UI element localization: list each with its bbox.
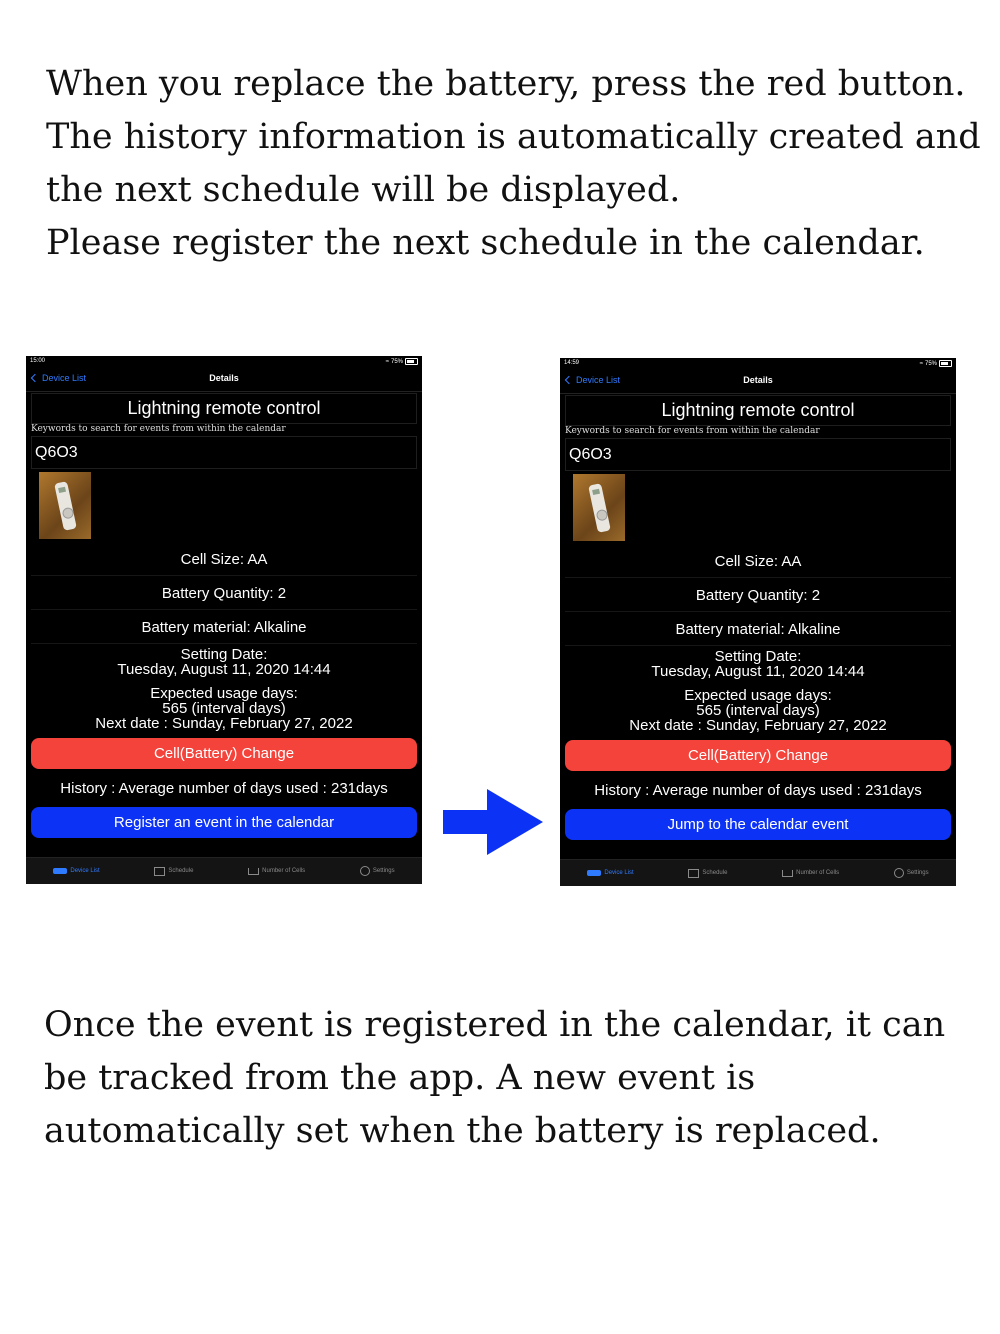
cell-size-row: Cell Size: AA (31, 552, 417, 576)
tab-label: Schedule (168, 868, 194, 874)
battery-percent: 75% (390, 358, 403, 365)
device-name-field[interactable]: Lightning remote control (31, 393, 417, 424)
status-time: 14:59 (564, 360, 580, 366)
tab-label: Number of Cells (262, 868, 306, 874)
page-title: Details (209, 373, 239, 383)
next-date: Next date : Sunday, February 27, 2022 (95, 715, 353, 732)
calendar-icon (154, 867, 165, 876)
battery-quantity-row: Battery Quantity: 2 (565, 588, 951, 612)
settings-icon (360, 866, 370, 876)
tab-schedule[interactable] (688, 869, 727, 878)
jump-calendar-button[interactable]: Jump to the calendar event (565, 809, 951, 840)
battery-change-button[interactable]: Cell(Battery) Change (31, 738, 417, 769)
top-caption-line: the next schedule will be displayed. (46, 170, 681, 210)
top-caption-line: The history information is automatically created and (46, 117, 981, 157)
expected-usage-days: 565 (interval days) (696, 702, 820, 719)
device-photo[interactable] (573, 474, 625, 541)
settings-icon (894, 868, 904, 878)
back-label: Device List (42, 373, 87, 383)
navigation-bar (560, 371, 956, 394)
right-arrow-icon (443, 789, 543, 855)
expected-usage-days: 565 (interval days) (162, 700, 286, 717)
setting-date-label: Setting Date: (714, 648, 802, 665)
battery-material-row: Battery material: Alkaline (565, 622, 951, 646)
tab-schedule[interactable] (154, 867, 193, 876)
cart-icon (782, 870, 793, 877)
setting-date-row (565, 649, 951, 680)
keywords-label: Keywords to search for events from within the calendar (565, 426, 820, 436)
navigation-bar (26, 369, 422, 392)
battery-icon (53, 868, 67, 874)
cart-icon (248, 868, 259, 875)
history-row: History : Average number of days used : 231days (594, 782, 922, 799)
battery-icon (405, 358, 418, 365)
status-bar (26, 356, 422, 368)
tab-settings[interactable] (360, 866, 395, 876)
register-calendar-button[interactable]: Register an event in the calendar (31, 807, 417, 838)
tab-label: Settings (372, 868, 395, 874)
setting-date-value: Tuesday, August 11, 2020 14:44 (651, 663, 865, 680)
expected-usage-label: Expected usage days: (150, 685, 298, 702)
history-row: History : Average number of days used : 231days (60, 780, 388, 797)
cell-size-row: Cell Size: AA (565, 554, 951, 578)
expected-usage-label: Expected usage days: (684, 687, 832, 704)
bottom-caption-line: Once the event is registered in the calendar, it can (44, 1005, 946, 1045)
keyword-field[interactable]: Q6O3 (565, 438, 951, 471)
device-name-field[interactable]: Lightning remote control (565, 395, 951, 426)
keyword-field[interactable]: Q6O3 (31, 436, 417, 469)
remote-control-image (54, 481, 77, 531)
bottom-caption-line: be tracked from the app. A new event is (44, 1058, 756, 1098)
bottom-caption-line: automatically set when the battery is replaced. (44, 1111, 881, 1151)
tab-number-of-cells[interactable] (248, 868, 305, 875)
expected-usage-row (31, 686, 417, 732)
remote-control-image (588, 483, 611, 533)
tab-label: Device List (604, 870, 634, 876)
expected-usage-row (565, 688, 951, 734)
page-title: Details (743, 375, 773, 385)
battery-change-button[interactable]: Cell(Battery) Change (565, 740, 951, 771)
left-phone-screenshot (26, 356, 422, 884)
top-caption (46, 58, 981, 270)
right-phone-screenshot (560, 358, 956, 886)
back-label: Device List (576, 375, 621, 385)
tab-bar (560, 859, 956, 886)
tab-device-list[interactable] (587, 870, 633, 876)
battery-icon (939, 360, 952, 367)
bottom-caption (44, 999, 945, 1158)
tab-device-list[interactable] (53, 868, 99, 874)
setting-date-value: Tuesday, August 11, 2020 14:44 (117, 661, 331, 678)
battery-quantity-row: Battery Quantity: 2 (31, 586, 417, 610)
tab-bar (26, 857, 422, 884)
tab-label: Settings (906, 870, 929, 876)
calendar-icon (688, 869, 699, 878)
setting-date-row (31, 647, 417, 678)
device-photo[interactable] (39, 472, 91, 539)
battery-icon (587, 870, 601, 876)
top-caption-line: When you replace the battery, press the red button. (46, 64, 966, 104)
wifi-icon: ≈ (919, 360, 923, 367)
setting-date-label: Setting Date: (180, 646, 268, 663)
tab-label: Device List (70, 868, 100, 874)
status-time: 15:00 (30, 358, 46, 364)
tab-settings[interactable] (894, 868, 929, 878)
tab-label: Schedule (702, 870, 728, 876)
tab-label: Number of Cells (796, 870, 840, 876)
next-date: Next date : Sunday, February 27, 2022 (629, 717, 887, 734)
battery-material-row: Battery material: Alkaline (31, 620, 417, 644)
wifi-icon: ≈ (385, 358, 389, 365)
top-caption-line: Please register the next schedule in the calendar. (46, 223, 925, 263)
battery-percent: 75% (924, 360, 937, 367)
keywords-label: Keywords to search for events from within the calendar (31, 424, 286, 434)
status-bar (560, 358, 956, 370)
tab-number-of-cells[interactable] (782, 870, 839, 877)
